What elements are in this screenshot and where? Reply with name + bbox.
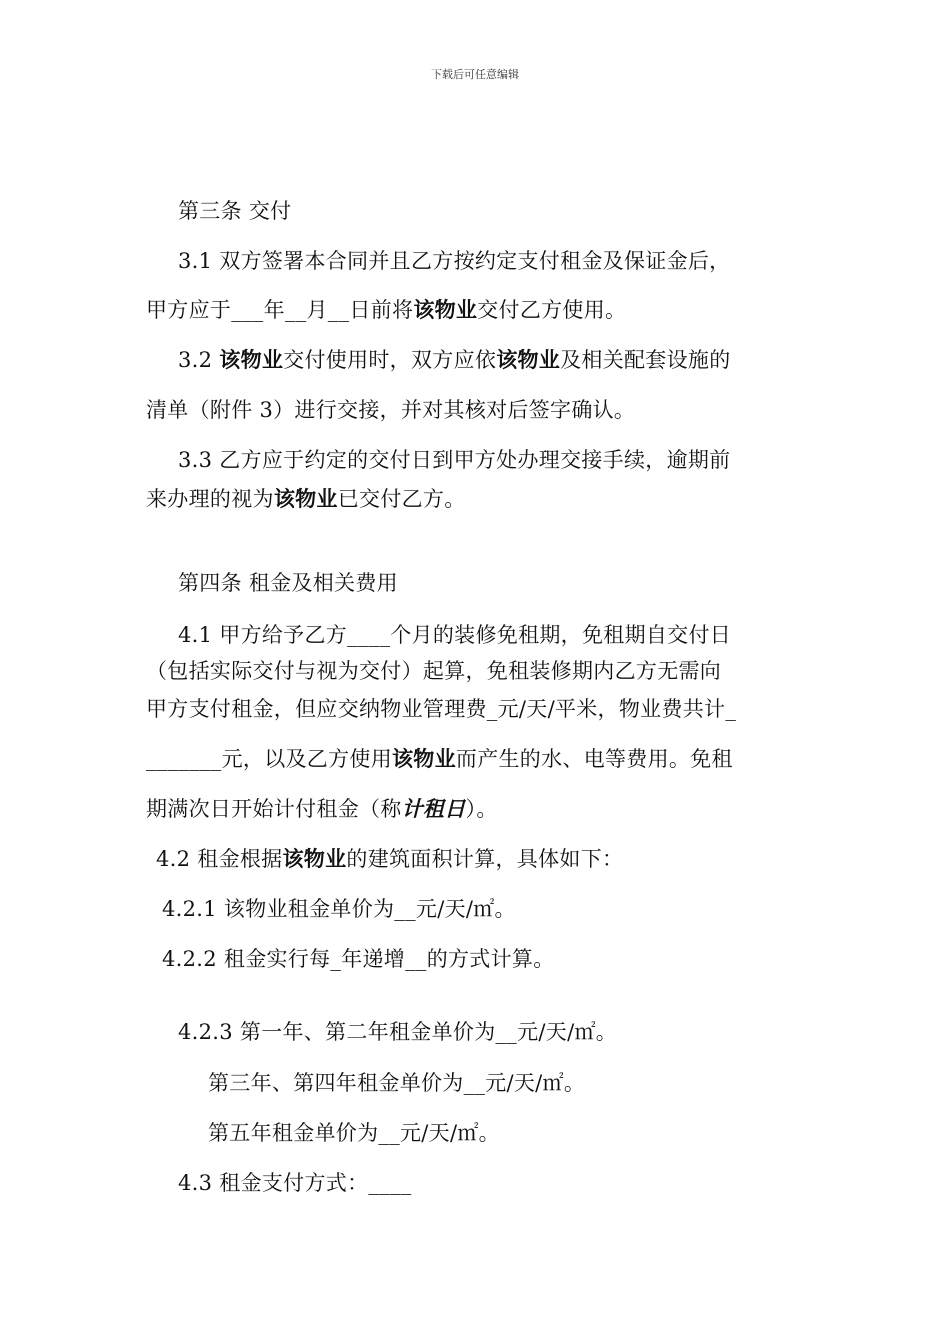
text: 及相关配套设施的 bbox=[560, 348, 731, 372]
text: 来办理的视为 bbox=[146, 487, 274, 511]
clause-4-3: 4.3 租金支付方式：____ bbox=[178, 1171, 412, 1195]
text: 期满次日开始计付租金（称 bbox=[146, 797, 402, 821]
clause-4-1-line-3: 甲方支付租金，但应交纳物业管理费_元/天/平米，物业费共计_ bbox=[146, 697, 737, 721]
text: 4.2 租金根据 bbox=[156, 847, 283, 871]
property-term: 该物业 bbox=[392, 746, 456, 771]
text: 交付使用时，双方应依 bbox=[283, 348, 497, 372]
rent-start-term: 计租日 bbox=[401, 796, 466, 821]
property-term: 该物业 bbox=[282, 846, 347, 871]
clause-4-2-2: 4.2.2 租金实行每_年递增__的方式计算。 bbox=[162, 947, 555, 971]
text: _______元，以及乙方使用 bbox=[146, 747, 392, 771]
clause-4-1-line-5 bbox=[146, 794, 498, 824]
clause-3-1-line-1: 3.1 双方签署本合同并且乙方按约定支付租金及保证金后， bbox=[178, 249, 731, 273]
article-4-heading: 第四条 租金及相关费用 bbox=[178, 571, 398, 595]
clause-4-2-3-year-5: 第五年租金单价为__元/天/㎡。 bbox=[208, 1121, 500, 1145]
text: 甲方应于___年__月__日前将 bbox=[146, 298, 414, 322]
clause-3-1-line-2 bbox=[146, 295, 626, 325]
clause-3-3-line-1: 3.3 乙方应于约定的交付日到甲方处办理交接手续，逾期前 bbox=[178, 448, 731, 472]
clause-4-2-3: 4.2.3 第一年、第二年租金单价为__元/天/㎡。 bbox=[178, 1020, 618, 1044]
property-term: 该物业 bbox=[273, 486, 338, 511]
clause-4-2-1: 4.2.1 该物业租金单价为__元/天/㎡。 bbox=[162, 897, 516, 921]
clause-4-1-line-1: 4.1 甲方给予乙方____个月的装修免租期，免租期自交付日 bbox=[178, 623, 732, 647]
article-3-heading: 第三条 交付 bbox=[178, 199, 292, 223]
property-term: 该物业 bbox=[496, 347, 561, 372]
text: 已交付乙方。 bbox=[337, 487, 466, 511]
clause-3-2-line-1 bbox=[178, 345, 731, 375]
clause-4-1-line-4 bbox=[146, 744, 733, 774]
clause-4-2 bbox=[156, 844, 623, 874]
clause-3-3-line-2 bbox=[146, 484, 466, 514]
page-header: 下载后可任意编辑 bbox=[431, 68, 519, 81]
text: ）。 bbox=[465, 797, 498, 821]
text: 交付乙方使用。 bbox=[477, 298, 627, 322]
text: 而产生的水、电等费用。免租 bbox=[455, 747, 733, 771]
clause-4-1-line-2: （包括实际交付与视为交付）起算，免租装修期内乙方无需向 bbox=[146, 659, 722, 683]
property-term: 该物业 bbox=[219, 347, 284, 372]
clause-3-2-line-2: 清单（附件 3）进行交接，并对其核对后签字确认。 bbox=[146, 398, 636, 422]
text: 3.2 bbox=[178, 348, 220, 372]
property-term: 该物业 bbox=[413, 297, 478, 322]
clause-4-2-3-years-3-4: 第三年、第四年租金单价为__元/天/㎡。 bbox=[208, 1071, 586, 1095]
text: 的建筑面积计算，具体如下： bbox=[346, 847, 624, 871]
